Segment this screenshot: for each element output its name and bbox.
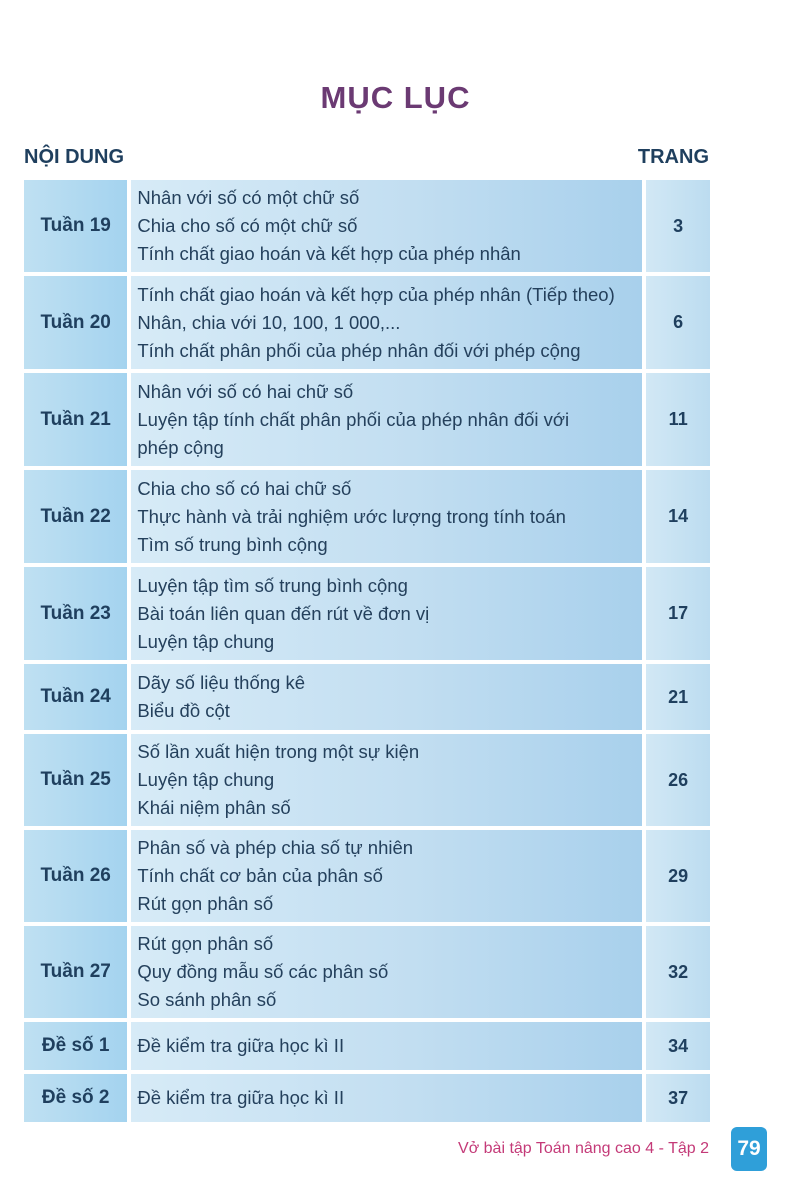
toc-content-line: Khái niệm phân số (137, 797, 291, 818)
toc-row (24, 276, 710, 369)
toc-week-label: Tuần 21 (24, 373, 127, 466)
toc-page-number: 11 (646, 373, 710, 466)
toc-content-line: Số lần xuất hiện trong một sự kiện (137, 741, 420, 762)
toc-content-line: Luyện tập tìm số trung bình cộng (137, 574, 408, 596)
toc-content-line: Quy đồng mẫu số các phân số (137, 961, 389, 982)
page-title: MỤC LỤC (320, 80, 471, 115)
book-title-footer: Vở bài tập Toán nâng cao 4 - Tập 2 (458, 1140, 709, 1157)
toc-content-line: Tính chất cơ bản của phân số (137, 865, 383, 886)
toc-page-number: 21 (646, 664, 710, 730)
toc-content-line: Luyện tập chung (137, 769, 275, 790)
toc-page-number: 3 (646, 180, 710, 272)
toc-content-line: Nhân với số có hai chữ số (137, 380, 354, 402)
toc-content-line: phép cộng (137, 436, 224, 458)
toc-page-number: 32 (646, 926, 710, 1018)
toc-content (131, 470, 642, 563)
toc-page-number: 17 (646, 567, 710, 660)
toc-content-line: Nhân, chia với 10, 100, 1 000,... (137, 311, 401, 333)
toc-content-line: Rút gọn phân số (137, 893, 274, 914)
toc-page-number: 14 (646, 470, 710, 563)
toc-content (131, 276, 642, 369)
toc-week-label: Tuần 23 (24, 567, 127, 660)
toc-content-line: Tính chất giao hoán và kết hợp của phép nhân (Tiếp theo) (137, 283, 615, 305)
page-column-header: TRANG (637, 146, 709, 168)
toc-content-line: Chia cho số có hai chữ số (137, 477, 352, 499)
toc-content-line: So sánh phân số (137, 989, 277, 1010)
toc-content-line: Dãy số liệu thống kê (137, 672, 306, 693)
toc-week-label: Tuần 19 (24, 180, 127, 272)
toc-page-number: 37 (646, 1074, 710, 1122)
toc-week-label: Tuần 26 (24, 830, 127, 922)
toc-content (131, 926, 642, 1018)
page-number-badge: 79 (731, 1127, 767, 1171)
toc-content-line: Rút gọn phân số (137, 933, 274, 954)
toc-row (24, 567, 710, 660)
toc-week-label: Tuần 24 (24, 664, 127, 730)
toc-content-line: Chia cho số có một chữ số (137, 215, 358, 236)
toc-row (24, 180, 710, 272)
toc-content (131, 1022, 642, 1070)
toc-content-line: Tính chất phân phối của phép nhân đối với phép cộng (137, 339, 581, 361)
toc-row (24, 1022, 710, 1070)
toc-content-line: Nhân với số có một chữ số (137, 187, 360, 208)
toc-content-line: Tính chất giao hoán và kết hợp của phép nhân (137, 243, 521, 264)
toc-row (24, 1074, 710, 1122)
toc-row (24, 734, 710, 826)
toc-content-line: Biểu đồ cột (137, 700, 230, 721)
toc-week-label: Tuần 27 (24, 926, 127, 1018)
toc-content (131, 180, 642, 272)
toc-page-number: 29 (646, 830, 710, 922)
toc-content-line: Luyện tập chung (137, 630, 275, 652)
toc-content-line: Bài toán liên quan đến rút về đơn vị (137, 602, 430, 624)
toc-row (24, 373, 710, 466)
toc-content-line: Đề kiểm tra giữa học kì II (137, 1087, 345, 1108)
toc-week-label: Tuần 22 (24, 470, 127, 563)
toc-row (24, 830, 710, 922)
toc-row (24, 926, 710, 1018)
toc-content (131, 373, 642, 466)
toc-table (24, 180, 710, 1126)
toc-content-line: Đề kiểm tra giữa học kì II (137, 1035, 345, 1056)
toc-row (24, 470, 710, 563)
toc-row (24, 664, 710, 730)
toc-content (131, 664, 642, 730)
toc-page-number: 34 (646, 1022, 710, 1070)
toc-page-number: 6 (646, 276, 710, 369)
toc-content-line: Phân số và phép chia số tự nhiên (137, 837, 414, 858)
toc-content-line: Tìm số trung bình cộng (137, 533, 328, 555)
toc-content (131, 567, 642, 660)
content-column-header: NỘI DUNG (24, 146, 124, 168)
toc-content-line: Luyện tập tính chất phân phối của phép nhân đối với (137, 408, 570, 430)
toc-content (131, 830, 642, 922)
toc-content-line: Thực hành và trải nghiệm ước lượng trong tính toán (137, 505, 566, 527)
toc-page-number: 26 (646, 734, 710, 826)
toc-week-label: Đề số 2 (24, 1074, 127, 1122)
toc-content (131, 1074, 642, 1122)
toc-week-label: Tuần 25 (24, 734, 127, 826)
toc-week-label: Đề số 1 (24, 1022, 127, 1070)
toc-week-label: Tuần 20 (24, 276, 127, 369)
toc-content (131, 734, 642, 826)
